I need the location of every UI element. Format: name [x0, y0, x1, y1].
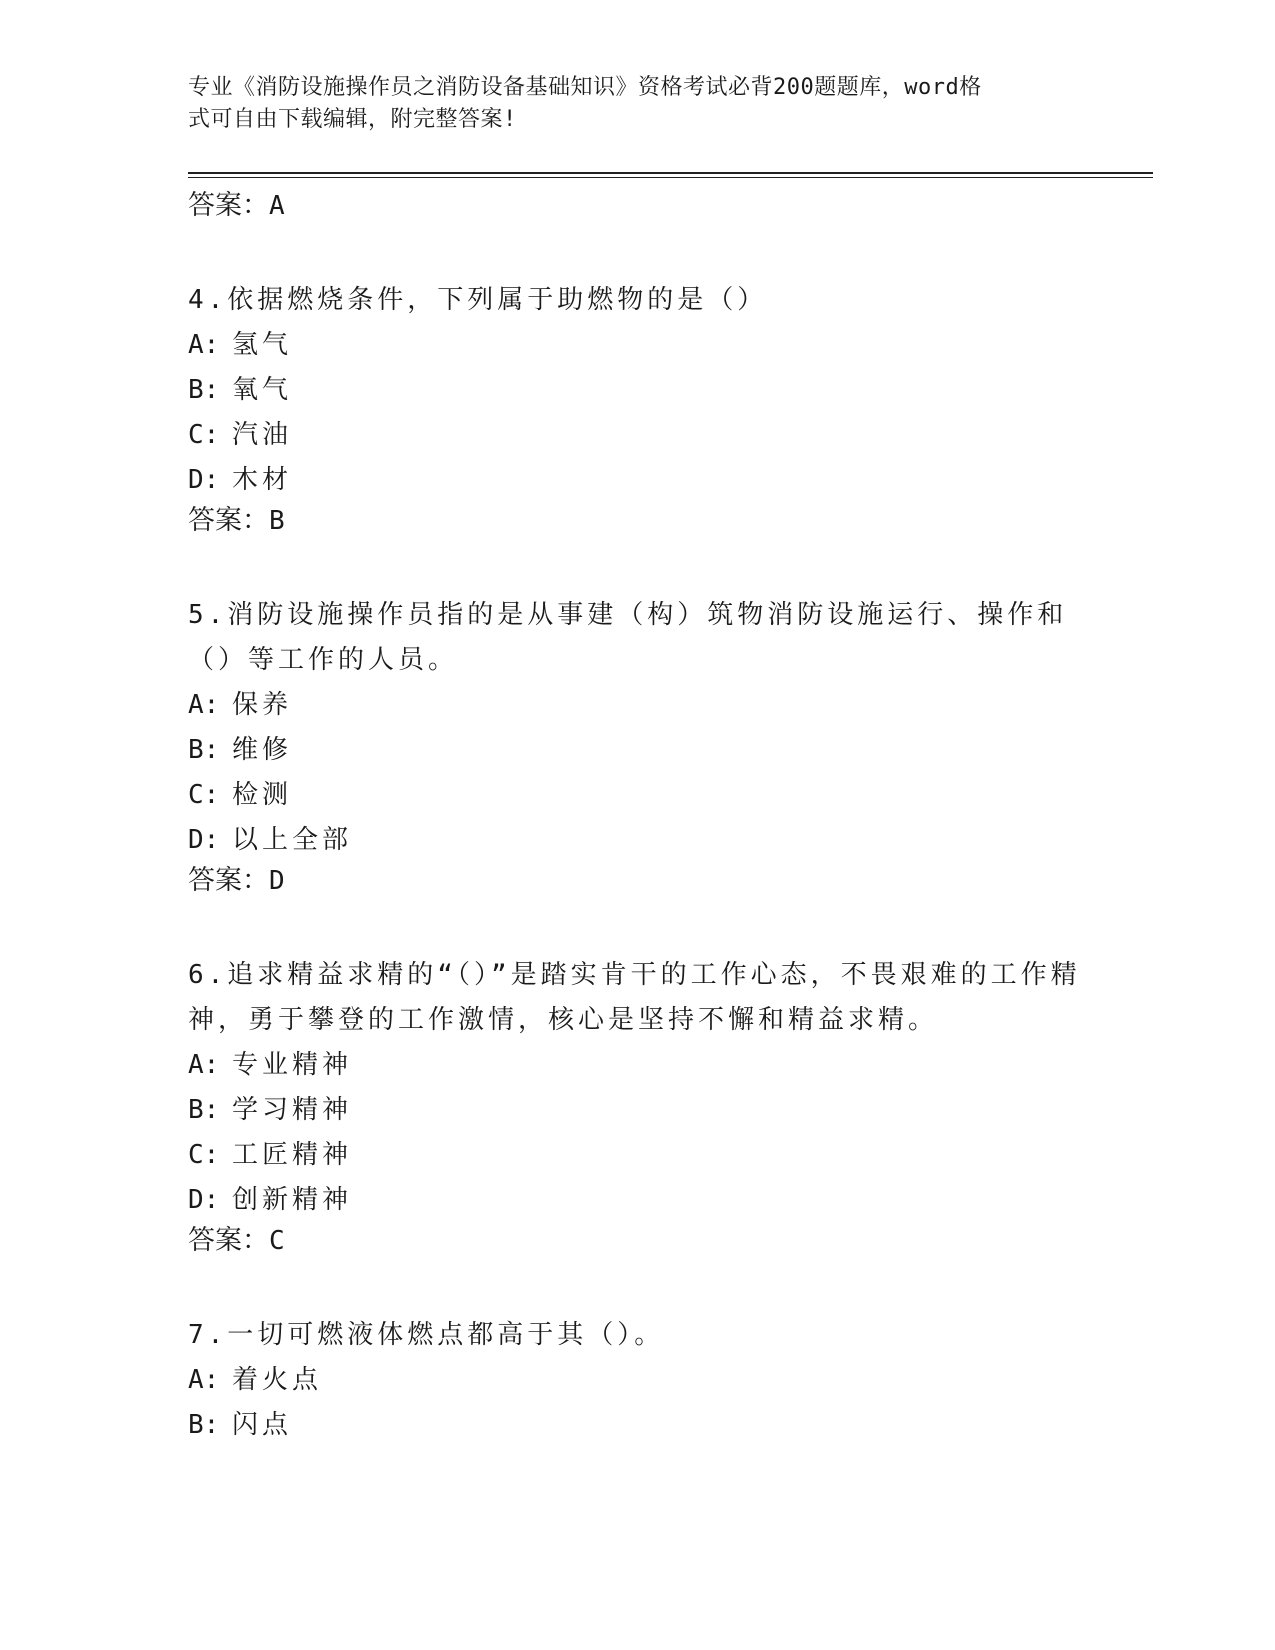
option-d: [188, 458, 1153, 503]
header-divider: [188, 172, 1153, 178]
option-key: D:: [188, 825, 220, 855]
option-text: 保养: [232, 690, 293, 720]
option-b: [188, 1403, 1153, 1448]
answer-line: [188, 863, 1153, 899]
option-key: C:: [188, 780, 220, 810]
answer-value: C: [269, 1226, 285, 1256]
option-key: B:: [188, 1095, 220, 1125]
option-key: A:: [188, 690, 220, 720]
answer-label: 答案：: [188, 1225, 269, 1256]
option-key: B:: [188, 735, 220, 765]
header-line-2: 式可自由下载编辑，附完整答案!: [188, 107, 517, 132]
option-a: [188, 1043, 1153, 1088]
option-key: D:: [188, 1185, 220, 1215]
option-key: C:: [188, 420, 220, 450]
option-text: 创新精神: [232, 1185, 353, 1215]
option-key: A:: [188, 1050, 220, 1080]
answer-label: 答案：: [188, 190, 269, 221]
option-text: 工匠精神: [232, 1140, 353, 1170]
option-key: B:: [188, 1410, 220, 1440]
option-text: 以上全部: [232, 825, 353, 855]
question-block: [188, 278, 1153, 539]
option-d: [188, 818, 1153, 863]
option-a: [188, 1358, 1153, 1403]
option-text: 检测: [232, 780, 293, 810]
question-block: [188, 953, 1153, 1259]
header-line-1: 专业《消防设施操作员之消防设备基础知识》资格考试必背200题题库，word格: [188, 75, 982, 100]
option-text: 学习精神: [232, 1095, 353, 1125]
option-c: [188, 413, 1153, 458]
option-key: A:: [188, 1365, 220, 1395]
answer-line: [188, 1223, 1153, 1259]
option-text: 木材: [232, 465, 293, 495]
question-stem: 4.依据燃烧条件，下列属于助燃物的是（）: [188, 285, 768, 315]
question-block: [188, 593, 1153, 899]
option-key: C:: [188, 1140, 220, 1170]
option-key: A:: [188, 330, 220, 360]
question-block: [188, 1313, 1153, 1448]
document-page: [188, 72, 1153, 1448]
option-text: 维修: [232, 735, 293, 765]
option-text: 着火点: [232, 1365, 323, 1395]
document-header: [188, 72, 1153, 136]
answer-value: B: [269, 506, 285, 536]
option-key: D:: [188, 465, 220, 495]
option-c: [188, 773, 1153, 818]
header-divider-inner: [188, 177, 1153, 178]
option-a: [188, 683, 1153, 728]
question-stem: 5.消防设施操作员指的是从事建（构）筑物消防设施运行、操作和（）等工作的人员。: [188, 600, 1068, 675]
answer-line: [188, 503, 1153, 539]
question-stem: 7.一切可燃液体燃点都高于其（）。: [188, 1320, 665, 1350]
answer-label: 答案：: [188, 865, 269, 896]
option-b: [188, 1088, 1153, 1133]
option-text: 闪点: [232, 1410, 293, 1440]
option-b: [188, 728, 1153, 773]
option-b: [188, 368, 1153, 413]
answer-value: D: [269, 866, 285, 896]
header-title: [188, 72, 1088, 136]
option-c: [188, 1133, 1153, 1178]
option-d: [188, 1178, 1153, 1223]
answer-value: A: [269, 191, 285, 221]
option-key: B:: [188, 375, 220, 405]
answer-line: [188, 188, 1153, 224]
option-text: 氧气: [232, 375, 293, 405]
answer-label: 答案：: [188, 505, 269, 536]
option-text: 专业精神: [232, 1050, 353, 1080]
option-text: 汽油: [232, 420, 293, 450]
question-stem: 6.追求精益求精的“（）”是踏实肯干的工作心态，不畏艰难的工作精神，勇于攀登的工作激情，核心是坚持不懈和精益求精。: [188, 960, 1081, 1035]
option-text: 氢气: [232, 330, 293, 360]
option-a: [188, 323, 1153, 368]
